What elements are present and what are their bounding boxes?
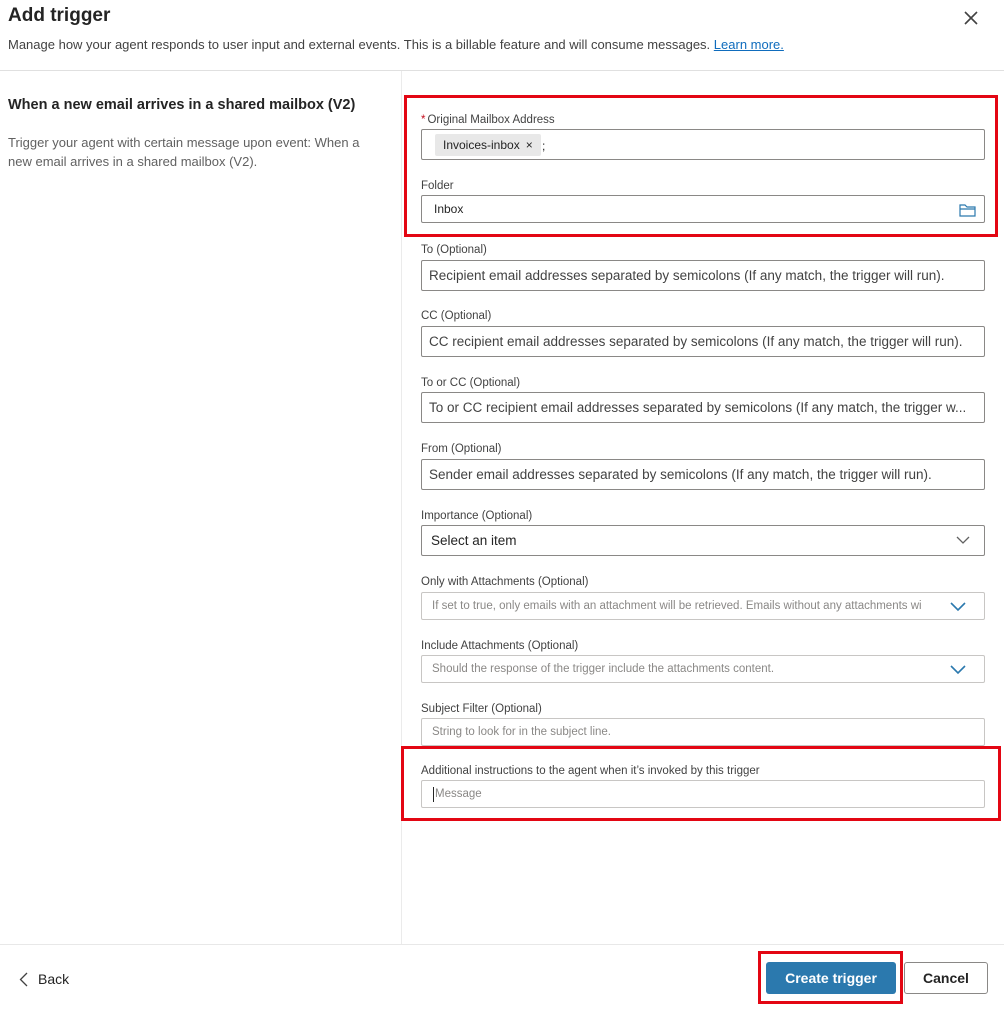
back-button[interactable] — [19, 971, 69, 987]
include-attachments-label: Include Attachments (Optional) — [421, 640, 579, 652]
to-input[interactable] — [421, 260, 985, 291]
include-attachments-placeholder: Should the response of the trigger include the attachments content. — [432, 663, 775, 675]
chevron-down-icon — [950, 602, 966, 612]
from-placeholder: Sender email addresses separated by semicolons (If any match, the trigger will run). — [429, 467, 932, 482]
instructions-placeholder: Message — [435, 788, 482, 800]
folder-value: Inbox — [434, 202, 464, 216]
text-caret — [433, 787, 434, 802]
cancel-button[interactable]: Cancel — [904, 962, 988, 994]
importance-label: Importance (Optional) — [421, 510, 533, 522]
instructions-input[interactable] — [421, 780, 985, 808]
cc-placeholder: CC recipient email addresses separated by semicolons (If any match, the trigger will run). — [429, 334, 963, 349]
include-attachments-dropdown[interactable] — [421, 655, 985, 683]
chevron-down-icon — [956, 536, 970, 545]
subject-filter-label: Subject Filter (Optional) — [421, 703, 542, 715]
from-input[interactable] — [421, 459, 985, 490]
trigger-description: Trigger your agent with certain message upon event: When a new email arrives in a shared mailbox (V2). — [8, 135, 360, 169]
footer-divider — [0, 944, 1004, 945]
trigger-heading: When a new email arrives in a shared mailbox (V2) — [8, 97, 356, 113]
chevron-down-icon — [950, 665, 966, 675]
dialog-title: Add trigger — [8, 5, 111, 26]
dialog-subtitle — [8, 37, 784, 52]
mailbox-label — [421, 114, 555, 126]
to-placeholder: Recipient email addresses separated by semicolons (If any match, the trigger will run). — [429, 268, 945, 283]
learn-more-link[interactable]: Learn more. — [713, 37, 784, 52]
only-attachments-dropdown[interactable] — [421, 592, 985, 620]
mailbox-chip — [435, 134, 541, 156]
chevron-left-icon — [19, 972, 28, 987]
to-or-cc-placeholder: To or CC recipient email addresses separated by semicolons (If any match, the trigger w... — [429, 400, 967, 415]
to-or-cc-label: To or CC (Optional) — [421, 377, 521, 389]
back-label: Back — [38, 971, 70, 987]
column-divider — [401, 71, 402, 944]
to-or-cc-input[interactable] — [421, 392, 985, 423]
subject-filter-placeholder: String to look for in the subject line. — [432, 726, 611, 738]
only-attachments-placeholder: If set to true, only emails with an attachment will be retrieved. Emails without any attachments wi — [432, 600, 922, 612]
only-attachments-label: Only with Attachments (Optional) — [421, 576, 589, 588]
chip-remove-icon[interactable]: × — [525, 138, 533, 152]
folder-input[interactable] — [421, 195, 985, 223]
cc-input[interactable] — [421, 326, 985, 357]
required-mark: * — [421, 114, 426, 126]
from-label: From (Optional) — [421, 443, 502, 455]
cc-label: CC (Optional) — [421, 310, 492, 322]
importance-value: Select an item — [431, 533, 517, 548]
folder-label: Folder — [421, 180, 454, 192]
subject-filter-input[interactable] — [421, 718, 985, 746]
mailbox-separator: ; — [542, 139, 546, 153]
header-divider — [0, 70, 1004, 71]
mailbox-chip-label: Invoices-inbox — [443, 138, 520, 152]
close-icon[interactable] — [960, 7, 982, 29]
importance-dropdown[interactable] — [421, 525, 985, 556]
create-trigger-button[interactable]: Create trigger — [766, 962, 896, 994]
folder-icon[interactable] — [959, 203, 976, 217]
instructions-label: Additional instructions to the agent when it’s invoked by this trigger — [421, 765, 760, 777]
mailbox-label-text: Original Mailbox Address — [427, 114, 555, 126]
mailbox-input[interactable] — [421, 129, 985, 160]
subtitle-text: Manage how your agent responds to user input and external events. This is a billable feature and will consume messages. — [8, 37, 711, 52]
to-label: To (Optional) — [421, 244, 487, 256]
